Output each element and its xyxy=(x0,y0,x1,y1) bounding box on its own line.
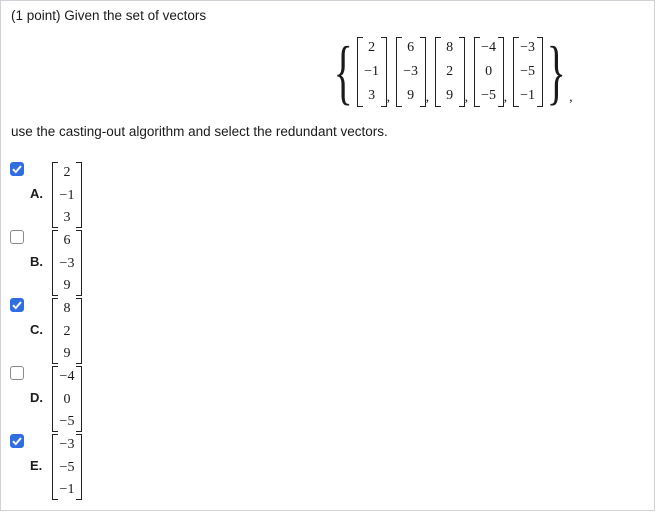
vector-entry: 6 xyxy=(407,40,415,55)
vector-entry: 9 xyxy=(446,88,454,103)
option-b xyxy=(0,230,200,296)
checkmark-icon xyxy=(11,435,23,447)
option-a xyxy=(0,162,200,228)
option-e-checkbox[interactable] xyxy=(10,434,24,448)
vector-entry: −5 xyxy=(59,459,75,475)
separator: , xyxy=(503,90,508,105)
vector-entry: 3 xyxy=(368,88,376,103)
vector-entry: −4 xyxy=(481,40,497,55)
vector-entry: −1 xyxy=(59,187,75,203)
vector-entry: 2 xyxy=(63,165,71,180)
vector-entry: −1 xyxy=(364,64,380,79)
set-vector-5 xyxy=(513,37,543,107)
set-vector-2 xyxy=(396,37,426,107)
vector-entry: 2 xyxy=(63,323,71,339)
set-vector-1 xyxy=(357,37,387,107)
option-d xyxy=(0,366,200,432)
trailing-comma: , xyxy=(569,90,573,105)
vector-entry: 0 xyxy=(485,64,493,79)
vector-entry: −1 xyxy=(59,482,75,497)
vector-entry: −3 xyxy=(59,437,75,452)
separator: , xyxy=(386,90,391,105)
checkmark-icon xyxy=(11,163,23,175)
option-letter: D. xyxy=(30,390,43,405)
option-letter: E. xyxy=(30,458,43,473)
option-c-checkbox[interactable] xyxy=(10,298,24,312)
vector-entry: 3 xyxy=(63,210,71,225)
vector-entry: −3 xyxy=(59,255,75,271)
vector-entry: −1 xyxy=(520,88,536,103)
option-e xyxy=(0,434,200,500)
vector-entry: 0 xyxy=(63,391,71,407)
option-e-vector xyxy=(52,434,82,500)
option-b-vector xyxy=(52,230,82,296)
open-brace: { xyxy=(333,32,353,112)
vector-entry: −5 xyxy=(481,88,497,103)
problem-prompt: (1 point) Given the set of vectors xyxy=(11,8,207,23)
vector-entry: −3 xyxy=(520,40,536,55)
vector-entry: 9 xyxy=(63,278,71,293)
set-vector-3 xyxy=(435,37,465,107)
separator: , xyxy=(464,90,469,105)
checkmark-icon xyxy=(11,299,23,311)
separator: , xyxy=(425,90,430,105)
vector-entry: 9 xyxy=(63,346,71,361)
instruction-text: use the casting-out algorithm and select the redundant vectors. xyxy=(11,124,388,139)
option-c-vector xyxy=(52,298,82,364)
set-vector-4 xyxy=(474,37,504,107)
vector-entry: −5 xyxy=(59,414,75,429)
vector-entry: −5 xyxy=(520,64,536,79)
option-letter: C. xyxy=(30,322,43,337)
vector-entry: 6 xyxy=(63,233,71,248)
option-a-checkbox[interactable] xyxy=(10,162,24,176)
vector-entry: 8 xyxy=(446,40,454,55)
option-a-vector xyxy=(52,162,82,228)
vector-entry: −3 xyxy=(403,64,419,79)
vector-entry: 8 xyxy=(63,301,71,316)
vector-set xyxy=(330,34,578,110)
vector-entry: 2 xyxy=(368,40,376,55)
option-b-checkbox[interactable] xyxy=(10,230,24,244)
option-c xyxy=(0,298,200,364)
option-letter: A. xyxy=(30,186,43,201)
vector-entry: 2 xyxy=(446,64,454,79)
option-letter: B. xyxy=(30,254,43,269)
close-brace: } xyxy=(546,32,566,112)
vector-entry: 9 xyxy=(407,88,415,103)
option-d-checkbox[interactable] xyxy=(10,366,24,380)
vector-entry: −4 xyxy=(59,369,75,384)
option-d-vector xyxy=(52,366,82,432)
